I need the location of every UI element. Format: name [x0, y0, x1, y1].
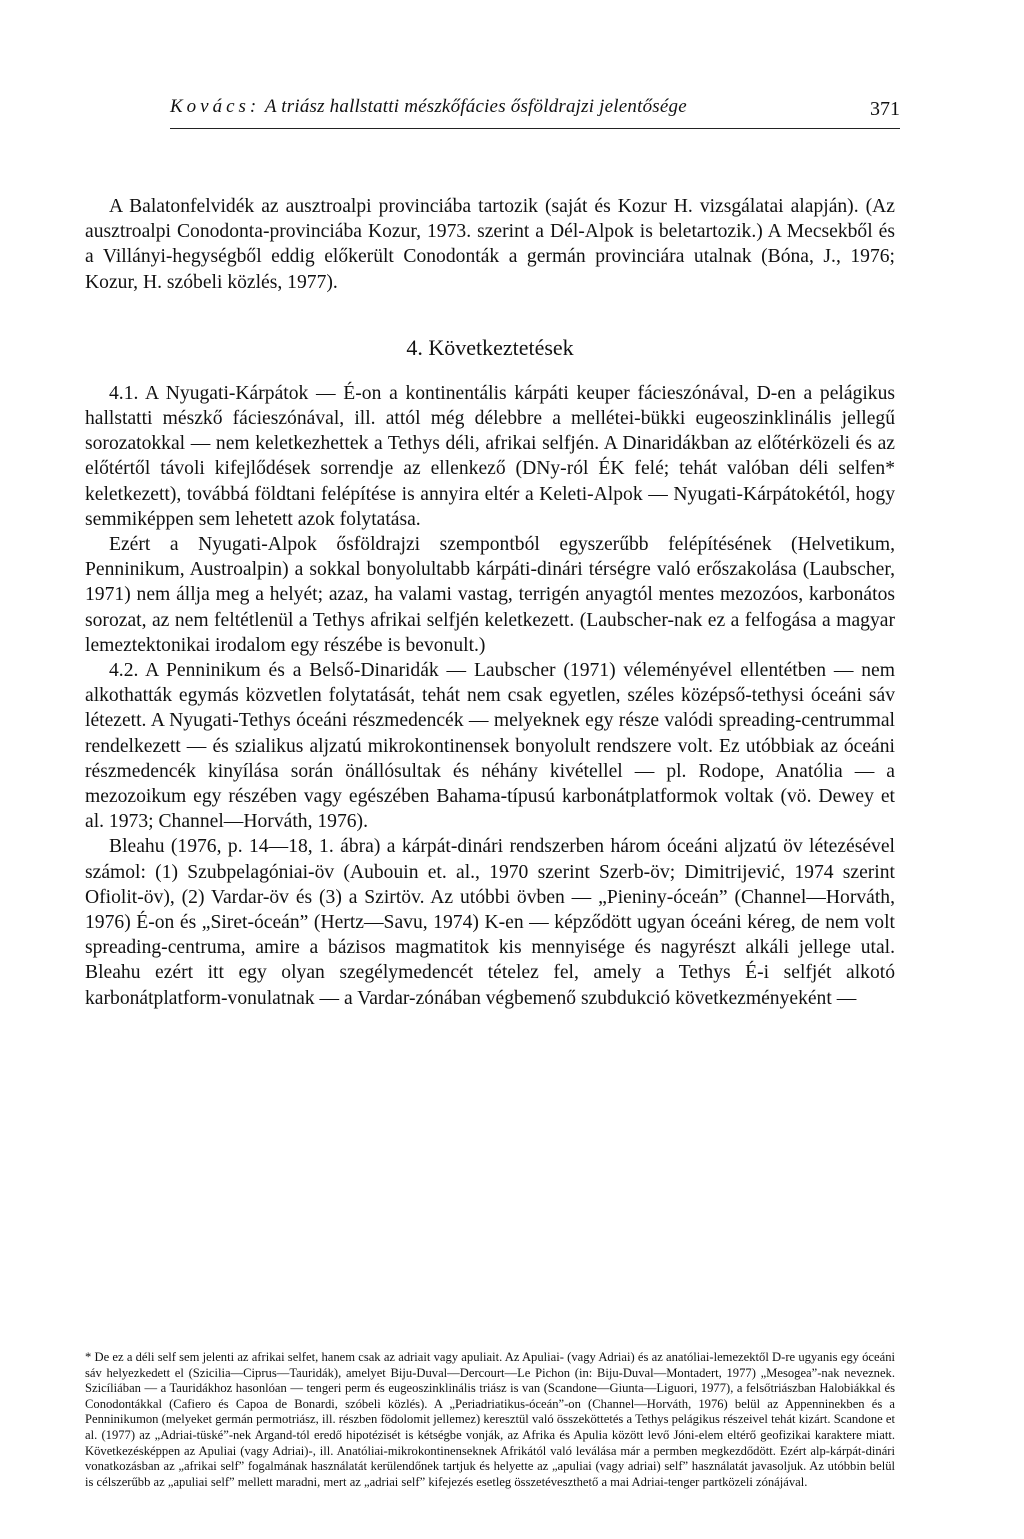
- running-header: [170, 96, 900, 126]
- intro-paragraph: A Balatonfelvidék az ausztroalpi provinciába tartozik (saját és Kozur H. vizsgálatai alapján). (Az ausztroalpi Conodonta-provinciába Kozur, 1973. szerint a Dél-Alpok is beletartozik.) A Mecsekből és a Villányi-hegységből eddig előkerült Conodonták a germán provinciára utalnak (Bóna, J., 1976; Kozur, H. szóbeli közlés, 1977).: [85, 196, 895, 293]
- paragraph-ezert: Ezért a Nyugati-Alpok ősföldrajzi szempontból egyszerűbb felépítésének (Helvetikum, Penninikum, Austroalpin) a sokkal bonyolultabb kárpáti-dinári térségre való erőszakolása (Laubscher, 1971) nem állja meg a helyét; azaz, ha valami vastag, terrigén anyagtól mentes mezozóos, karbonátos sorozat, az nem feltétlenül a Tethys afrikai selfjén keletkezett. (Laubscher-nak ez a felfogása a magyar lemeztektonikai irodalom egy részébe is bevonult.): [85, 534, 895, 656]
- footnote-text: * De ez a déli self sem jelenti az afrikai selfet, hanem csak az adriait vagy apuliait. Az Apuliai- (vagy Adriai) és az anatóliai-lemezektől D-re ugyanis egy óceáni sáv helyezkedett el (Szicilia—Ciprus—Tauridák), amelyet Biju-Duval—Dercourt—Le Pichon (in: Biju-Duval—Montadert, 1977) „Mesogea”-nak neveznek. Szicíliában — a Tauridákhoz hasonlóan — tengeri perm és eugeoszinklinális triász is van (Scandone—Giunta—Liguori, 1977), a felsőtriászban Halobiákkal és Conodontákkal (Cafiero és Capoa de Bonardi, szóbeli közlés). A „Periadriatikus-óceán”-on (Channel—Horváth, 1976) belül az Appenninekben és a Penninikumon (melyeket germán permotriász, ill. részben födolomit jellemez) keresztül való összeköttetés a Tethys pelágikus részeivel tehát kizárt. Scandone et al. (1977) az „Adriai-tüské”-nek Argand-tól eredő hipotézisét is kétségbe vonják, az Afrika és Apulia között levő Jóni-elem eltérő geofizikai karaktere miatt. Következésképpen az Apuliai (vagy Adriai)-, ill. Anatóliai-mikrokontinenseknek Afrikától való leválása már a permben megkezdődött. Ezért alp-kárpát-dinári vonatkozásban az „afrikai self” fogalmának használatát kerülendőnek tartjuk és helyette az „apuliai (vagy adriai) self” használatát javasoljuk. Az utóbbin belül is célszerűbb az „apuliai self” mellett maradni, mert az „adriai self” kifejezés esetleg összetéveszthető a mai Adriai-tenger partközeli zónájával.: [85, 1350, 895, 1489]
- article-title: A triász hallstatti mészkőfácies ősföldrajzi jelentősége: [264, 96, 687, 117]
- paragraph-4-2: 4.2. A Penninikum és a Belső-Dinaridák — Laubscher (1971) véleményével ellentétben — nem alkothatták egymás közvetlen folytatását, tehát nem csak egyetlen, széles középső-tethysi óceáni sáv létezett. A Nyugati-Tethys óceáni részmedencék — melyeknek egy része valódi spreading-centrummal rendelkezett — és szialikus aljzatú mikrokontinensek bonyolult rendszere volt. Ez utóbbiak az óceáni részmedencék kinyílása során önállósultak és néhány kivétellel — pl. Rodope, Anatólia — a mezozoikum egy részében vagy egészében Bahama-típusú karbonátplatformok voltak (vö. Dewey et al. 1973; Channel—Horváth, 1976).: [85, 660, 895, 833]
- header-divider: [170, 128, 900, 129]
- footnote: [85, 1350, 895, 1490]
- section-heading: 4. Következtetések: [406, 334, 574, 360]
- running-title: [170, 96, 687, 118]
- page-number: 371: [870, 98, 900, 120]
- paragraph-4-1: 4.1. A Nyugati-Kárpátok — É-on a kontinentális kárpáti keuper fácieszónával, D-en a pelágikus hallstatti mészkő fácieszónával, ill. attól még délebbre a mellétei-bükki eugeoszinklinális jellegű sorozatokkal — nem keletkezhettek a Tethys déli, afrikai selfjén. A Dinaridákban az előtérközeli és az előtértől távoli kifejlődések sorrendje az ellenkező (DNy-ról ÉK felé; tehát valóban déli selfen* keletkezett), továbbá földtani felépítése is annyira eltér a Keleti-Alpok — Nyugati-Kárpátokétól, hogy semmiképpen sem lehetett azok folytatása.: [85, 382, 895, 530]
- paragraph-bleahu: Bleahu (1976, p. 14—18, 1. ábra) a kárpát-dinári rendszerben három óceáni aljzatú öv létezésével számol: (1) Szubpelagóniai-öv (Aubouin et. al., 1970 szerint Szerb-öv; Dimitrijević, 1974 szerint Ofiolit-öv), (2) Vardar-öv és (3) a Szirtöv. Az utóbbi övben — „Pieniny-óceán” (Channel—Horváth, 1976) É-on és „Siret-óceán” (Hertz—Savu, 1974) K-en — képződött ugyan óceáni kéreg, de nem volt spreading-centruma, amire a bázisos magmatitok kis mennyisége és nagyrészt alkáli jellege utal. Bleahu ezért itt egy olyan szegélymedencét tételez fel, amely a Tethys É-i selfjét alkotó karbonátplatform-vonulatnak — a Vardar-zónában végbemenő szubdukció következményeként —: [85, 836, 895, 1009]
- author-name: Kovács:: [170, 96, 261, 117]
- main-text: [85, 194, 895, 1011]
